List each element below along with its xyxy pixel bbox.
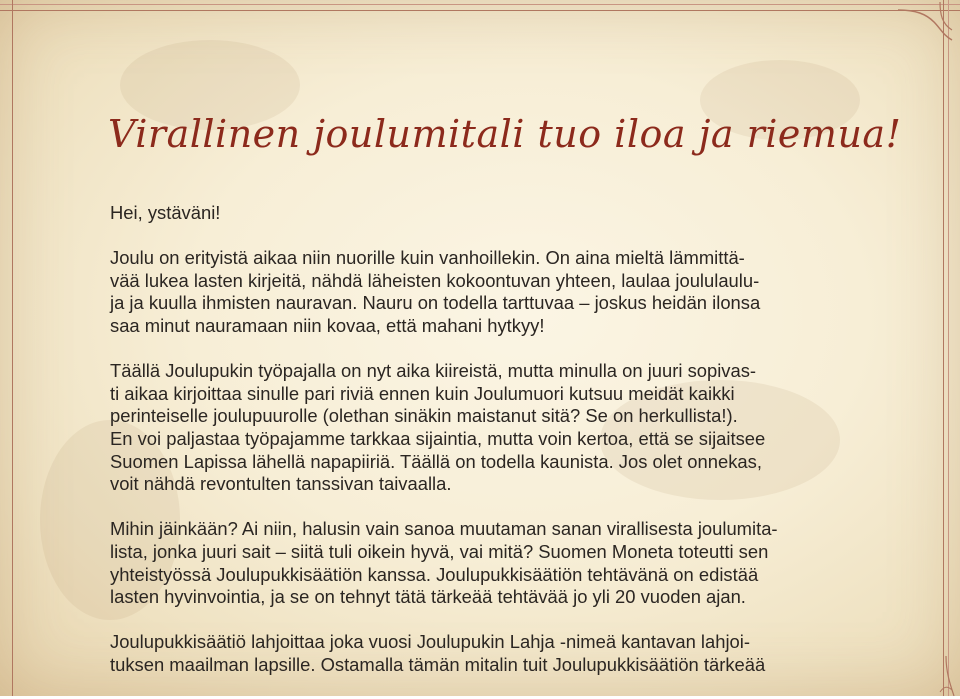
letter-paragraph: Mihin jäinkään? Ai niin, halusin vain sanoa muutaman sanan virallisesta joulumita- lista, jonka juuri sait – siitä tuli oikein hyvä, vai mitä? Suomen Moneta toteutti sen yhteistyössä Joulupukkisäätiön kanssa. Joulupukkisäätiön tehtävänä on edistää lasten hyvinvointia, ja se on tehnyt tätä tärkeää tehtävää jo yli 20 vuoden ajan. [110, 518, 778, 608]
letter-paragraph: Joulu on erityistä aikaa niin nuorille kuin vanhoillekin. On aina mieltä lämmittä- vää lukea lasten kirjeitä, nähdä läheisten kokoontuvan yhteen, laulaa joululaulu- ja ja kuulla ihmisten nauravan. Nauru on todella tarttuvaa – joskus heidän ilonsa saa minut nauramaan niin kovaa, että mahani hytkyy! [110, 247, 761, 336]
corner-flourish-icon [896, 0, 956, 50]
letter-paragraph: Joulupukkisäätiö lahjoittaa joka vuosi Joulupukin Lahja -nimeä kantavan lahjoi- tuksen maailman lapsille. Ostamalla tämän mitalin tuit Joulupukkisäätiön tärkeää [110, 631, 766, 675]
decorative-left-border [0, 0, 13, 696]
decorative-right-border [943, 0, 960, 696]
letter-paragraph: Täällä Joulupukin työpajalla on nyt aika kiireistä, mutta minulla on juuri sopivas- ti aikaa kirjoittaa sinulle pari riviä ennen kuin Joulumuori kutsuu meidät kaikki perinteiselle joulupuurolle (olethan sinäkin maistanut sitä? Se on herkullista!). En voi paljastaa työpajamme tarkkaa sijaintia, mutta voin kertoa, että se sijaitsee Suomen Lapissa lähellä napapiiriä. Täällä on todella kaunista. Jos olet onnekas, voit nähdä revontulten tanssivan taivaalla. [110, 360, 766, 495]
letter-greeting: Hei, ystäväni! [110, 202, 221, 223]
letter-title: Virallinen joulumitali tuo iloa ja riemua! [108, 112, 902, 156]
letter-body [110, 202, 850, 699]
bottom-flourish-icon [916, 656, 956, 696]
decorative-top-border [0, 0, 960, 11]
